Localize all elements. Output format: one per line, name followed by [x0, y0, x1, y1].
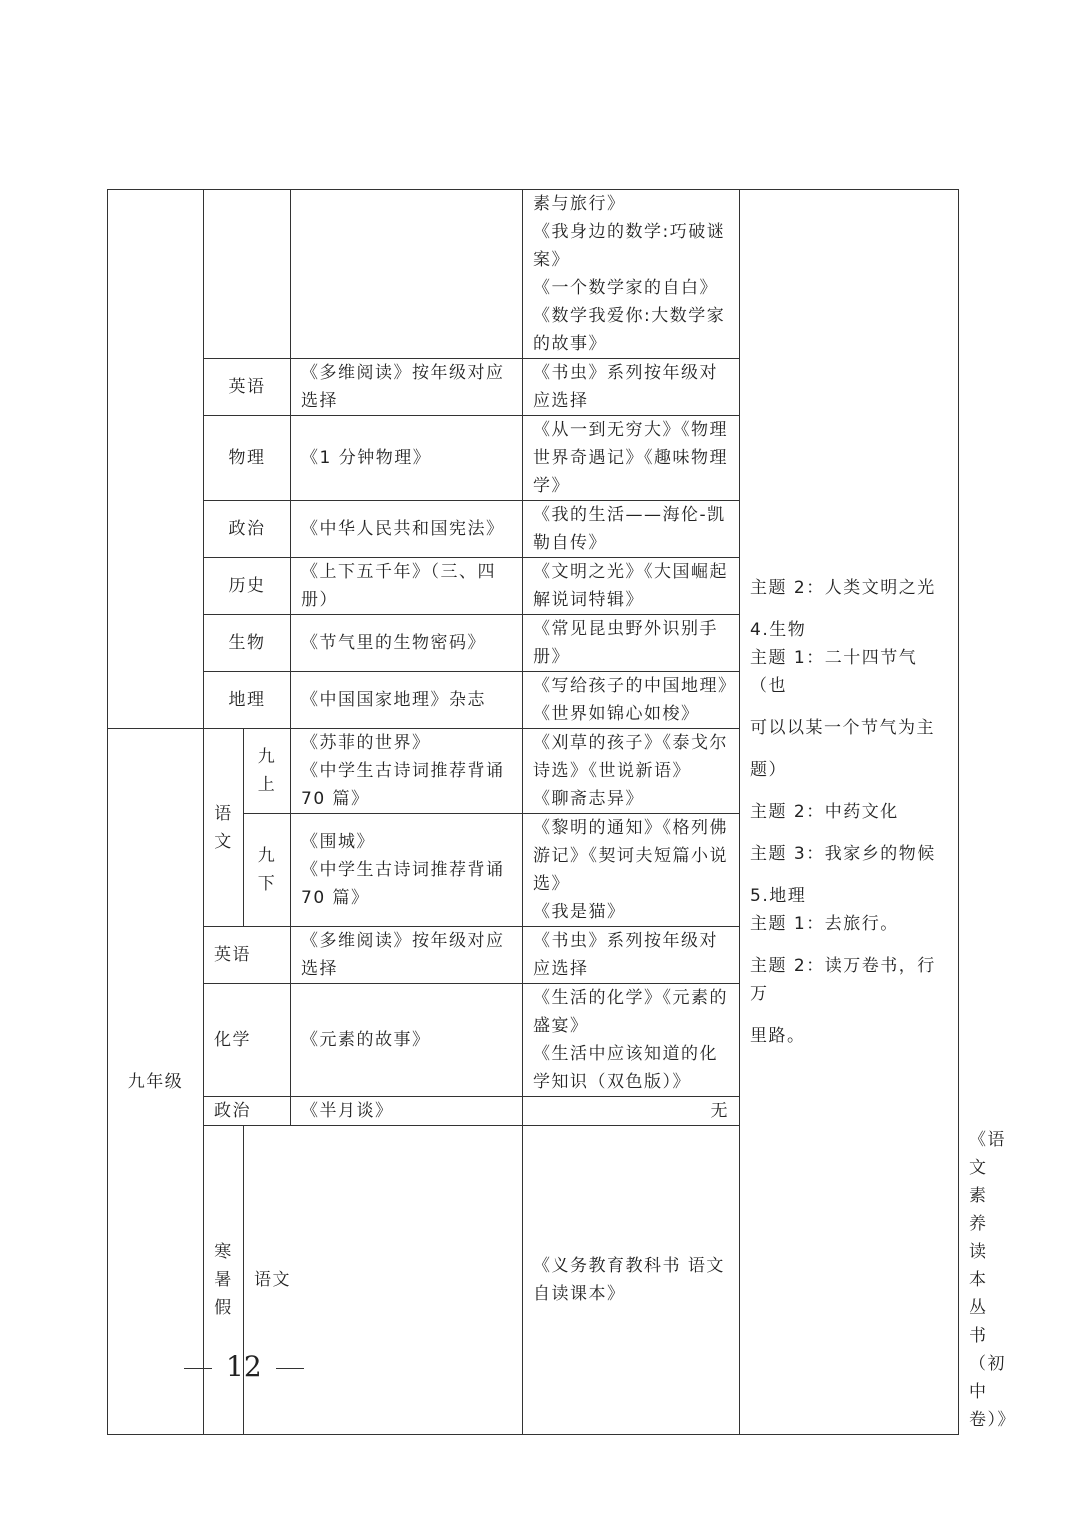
term-cell-lower	[244, 814, 291, 927]
required-books-cell: 《中国国家地理》杂志	[291, 672, 523, 729]
theme-item: 主题 2：人类文明之光	[750, 578, 936, 598]
term-char: 九	[257, 747, 277, 767]
theme-item: 里路。	[750, 1026, 806, 1046]
table-row: 寒暑假 语文 《义务教育教科书 语文自读课本》 《语文素养读本丛书（初中卷）》	[108, 1126, 959, 1435]
recommended-books-cell: 《书虫》系列按年级对应选择	[523, 359, 740, 416]
subject-cell-chinese	[204, 729, 244, 927]
book-line: 《生活中应该知道的化	[533, 1044, 718, 1064]
recommended-books-cell	[523, 190, 740, 359]
required-books-cell: 《上下五千年》（三、四册）	[291, 558, 523, 615]
grade-label: 九年级	[108, 729, 204, 1435]
recommended-books-cell: 《文明之光》《大国崛起解说词特辑》	[523, 558, 740, 615]
theme-item: 主题 1：二十四节气（也	[750, 648, 918, 696]
recommended-books-cell: 《书虫》系列按年级对应选择	[523, 927, 740, 984]
book-line: 《聊斋志异》	[533, 789, 644, 809]
book-line: 《围城》	[301, 832, 375, 852]
book-line: 《黎明的通知》《格列佛	[533, 818, 728, 838]
term-char: 九	[257, 846, 277, 866]
book-line: 选》	[533, 874, 570, 894]
subject-cell-empty	[204, 190, 291, 359]
theme-item: 主题 2：中药文化	[750, 802, 899, 822]
footer-dash	[184, 1368, 212, 1369]
required-books-cell: 《节气里的生物密码》	[291, 615, 523, 672]
book-line: 诗选》《世说新语》	[533, 761, 691, 781]
required-books-cell: 《元素的故事》	[291, 984, 523, 1097]
book-line: 70 篇》	[301, 789, 370, 809]
subject-cell: 政治	[204, 501, 291, 558]
theme-item: 可以以某一个节气为主	[750, 718, 935, 738]
required-books-cell: 《多维阅读》按年级对应选择	[291, 359, 523, 416]
activity-themes-cell	[740, 190, 959, 1435]
book-line: 盛宴》	[533, 1016, 589, 1036]
subject-cell: 生物	[204, 615, 291, 672]
book-line: 素与旅行》	[533, 194, 626, 214]
subject-cell: 物理	[204, 416, 291, 501]
book-line: 案》	[533, 250, 570, 270]
recommended-books-cell: 《我的生活——海伦-凯勒自传》	[523, 501, 740, 558]
subject-char: 语	[214, 803, 233, 824]
book-line: 《数学我爱你:大数学家	[533, 306, 726, 326]
subject-cell: 语文	[244, 1126, 523, 1435]
required-books-cell: 《半月谈》	[291, 1097, 523, 1126]
book-line: 学知识（双色版）》	[533, 1072, 691, 1092]
subject-cell: 历史	[204, 558, 291, 615]
book-line: 《我身边的数学:巧破谜	[533, 222, 726, 242]
book-line: 《苏菲的世界》	[301, 733, 431, 753]
book-line: 《刈草的孩子》《泰戈尔	[533, 733, 728, 753]
recommended-books-cell	[523, 729, 740, 814]
recommended-books-cell	[523, 814, 740, 927]
grade-cell-empty	[108, 190, 204, 729]
page-footer	[170, 1350, 318, 1383]
term-cell-upper	[244, 729, 291, 814]
theme-item: 主题 1：去旅行。	[750, 914, 899, 934]
book-line: 《我是猫》	[533, 902, 626, 922]
grade-label: 寒暑假	[204, 1126, 244, 1435]
recommended-books-cell: 无	[523, 1097, 740, 1126]
term-char: 上	[257, 775, 277, 795]
recommended-books-cell: 《常见昆虫野外识别手册》	[523, 615, 740, 672]
recommended-books-cell: 《从一到无穷大》《物理世界奇遇记》《趣味物理学》	[523, 416, 740, 501]
subject-cell: 政治	[204, 1097, 291, 1126]
required-cell-empty	[291, 190, 523, 359]
book-line: 《中学生古诗词推荐背诵	[301, 761, 505, 781]
required-books-cell: 《多维阅读》按年级对应选择	[291, 927, 523, 984]
table-row	[108, 190, 959, 359]
theme-item: 主题 3：我家乡的物候	[750, 844, 936, 864]
section-heading: 4.生物	[750, 620, 807, 640]
book-line: 游记》《契诃夫短篇小说	[533, 846, 728, 866]
footer-dash	[276, 1368, 304, 1369]
required-books-cell	[291, 729, 523, 814]
subject-char: 文	[214, 831, 233, 852]
subject-cell: 英语	[204, 359, 291, 416]
theme-item: 主题 2：读万卷书，行万	[750, 956, 936, 1004]
recommended-books-cell: 《写给孩子的中国地理》《世界如锦心如梭》	[523, 672, 740, 729]
section-heading: 5.地理	[750, 886, 807, 906]
theme-item: 题）	[750, 760, 787, 780]
term-char: 下	[257, 874, 277, 894]
book-line: 70 篇》	[301, 888, 370, 908]
subject-cell: 地理	[204, 672, 291, 729]
required-books-cell: 《中华人民共和国宪法》	[291, 501, 523, 558]
book-line: 《生活的化学》《元素的	[533, 988, 728, 1008]
book-line: 《中学生古诗词推荐背诵	[301, 860, 505, 880]
reading-list-table	[107, 189, 1016, 1435]
recommended-books-cell	[523, 984, 740, 1097]
required-books-cell: 《1 分钟物理》	[291, 416, 523, 501]
required-books-cell: 《义务教育教科书 语文自读课本》	[523, 1126, 740, 1435]
required-books-cell	[291, 814, 523, 927]
book-line: 《一个数学家的自白》	[533, 278, 718, 298]
subject-cell: 英语	[204, 927, 291, 984]
subject-cell: 化学	[204, 984, 291, 1097]
page-number: 12	[226, 1350, 262, 1383]
book-line: 的故事》	[533, 334, 607, 354]
